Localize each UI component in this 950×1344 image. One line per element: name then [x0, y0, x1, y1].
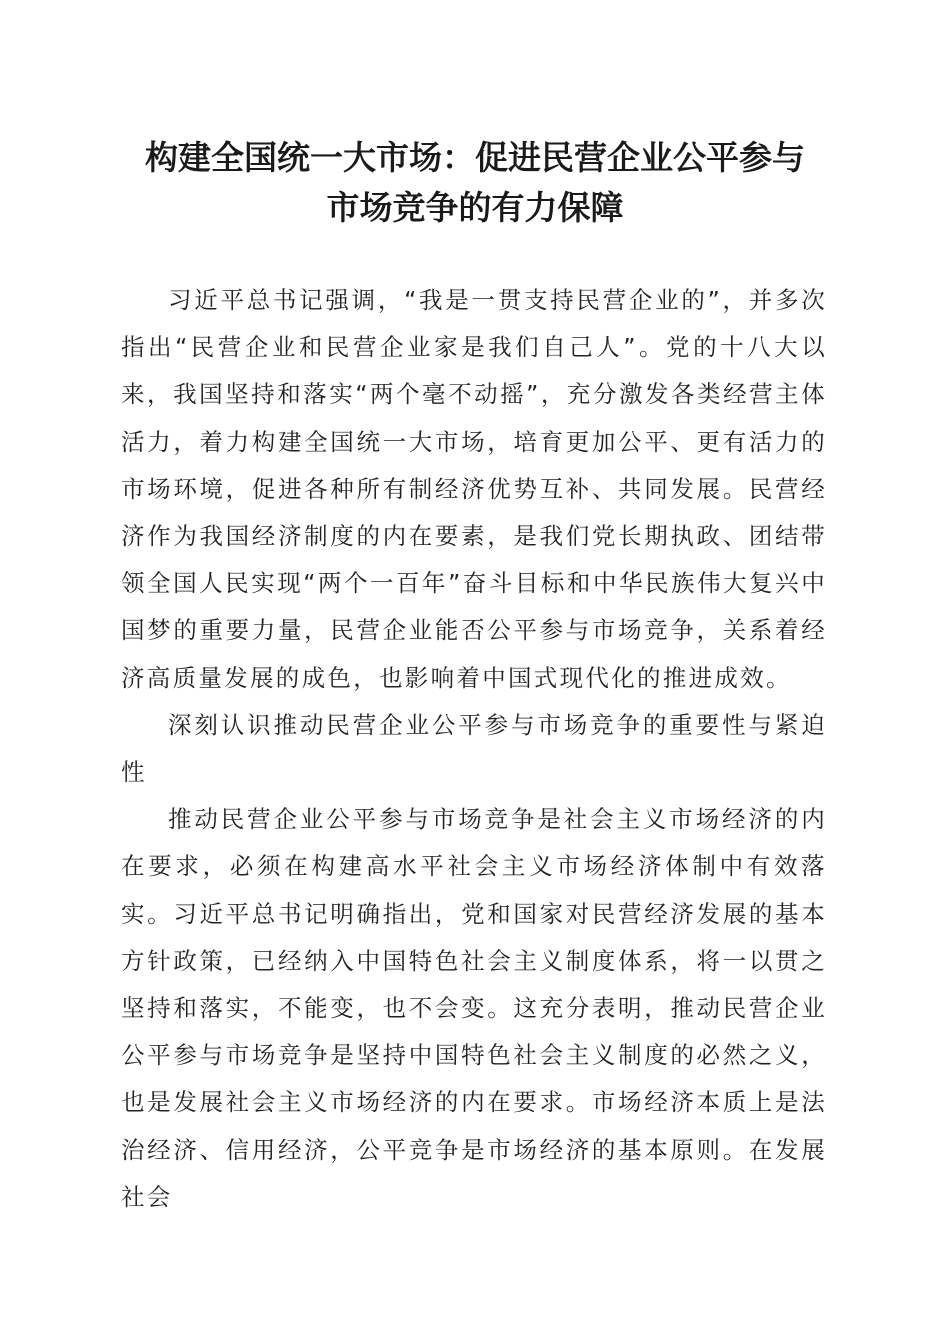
document-title	[110, 133, 840, 233]
paragraph-intro: 习近平总书记强调，“我是一贯支持民营企业的”，并多次指出“民营企业和民营企业家是我们自己人”。党的十八大以来，我国坚持和落实“两个毫不动摇”，充分激发各类经营主体活力，着力构建全国统一大市场，培育更加公平、更有活力的市场环境，促进各种所有制经济优势互补、共同发展。民营经济作为我国经济制度的内在要素，是我们党长期执政、团结带领全国人民实现“两个一百年”奋斗目标和中华民族伟大复兴中国梦的重要力量，民营企业能否公平参与市场竞争，关系着经济高质量发展的成色，也影响着中国式现代化的推进成效。	[121, 286, 827, 692]
paragraph-section-1: 推动民营企业公平参与市场竞争是社会主义市场经济的内在要求，必须在构建高水平社会主义市场经济体制中有效落实。习近平总书记明确指出，党和国家对民营经济发展的基本方针政策，已经纳入中国特色社会主义制度体系，将一以贯之坚持和落实，不能变，也不会变。这充分表明，推动民营企业公平参与市场竞争是坚持中国特色社会主义制度的必然之义，也是发展社会主义市场经济的内在要求。市场经济本质上是法治经济、信用经济，公平竞争是市场经济的基本原则。在发展社会	[121, 805, 827, 1211]
title-line-1: 构建全国统一大市场：促进民营企业公平参与	[145, 138, 805, 177]
section-heading: 深刻认识推动民营企业公平参与市场竞争的重要性与紧迫性	[121, 710, 827, 787]
document-body	[121, 277, 827, 1221]
title-line-2: 市场竞争的有力保障	[326, 188, 624, 227]
